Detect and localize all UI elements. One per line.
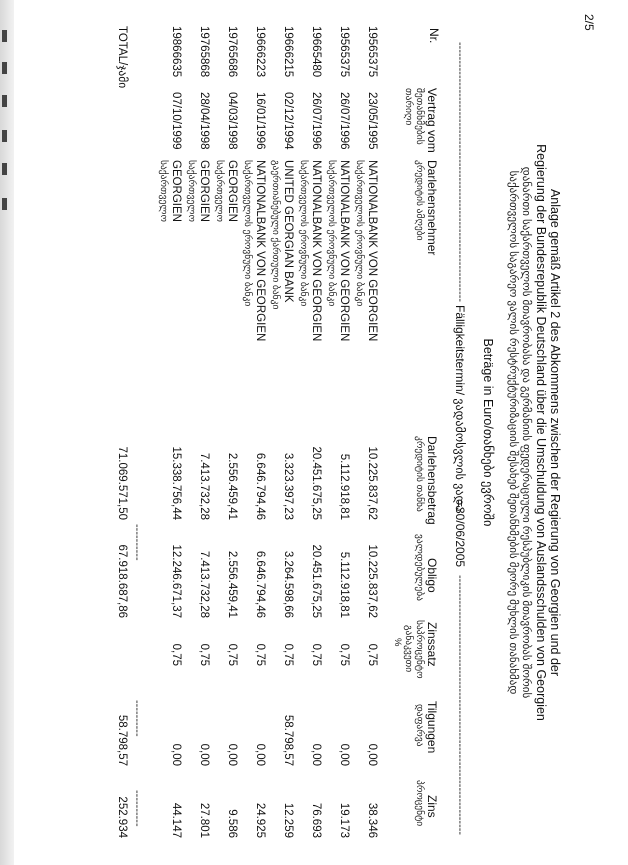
header-zinssatz-ka-3: %: [392, 638, 403, 647]
cell-betrag: 2.556.459,41: [226, 452, 238, 520]
cell-nr: 19565375: [338, 26, 350, 78]
cell-betrag: 5.112.918,81: [338, 453, 350, 520]
cell-obligo: 2.556.459,41: [226, 550, 238, 618]
page-number: 2/5: [582, 14, 596, 31]
header-zinssatz: Zinssatz: [425, 622, 439, 667]
header-betrag: Darlehensbetrag: [425, 436, 439, 525]
maturity-label: Fälligkeitstermin/ ვადამოსვლის ვადა: [453, 305, 467, 512]
dash-line-right: -----------------------------------------------------------------------: [454, 575, 466, 836]
cell-borrower-ka: საქართველო: [158, 160, 169, 222]
cell-nr: 19666215: [282, 26, 294, 78]
header-nehmer: Darlehensnehmer: [425, 160, 439, 256]
dash-line-left: -----------------------------------------------------------------------: [454, 42, 466, 303]
header-zinssatz-ka-2: განაკვეთი: [403, 625, 414, 673]
header-vertrag: Vertrag vom: [425, 88, 439, 153]
header-zinssatz-ka-1: საპროცენტო: [414, 620, 425, 679]
title-line-2: Regierung der Bundesrepublik Deutschland über die Umschuldung von Auslandsschulden von Georgien: [534, 144, 548, 721]
cell-nr: 19565375: [366, 26, 378, 78]
cell-zinssatz: 0,75: [198, 643, 210, 666]
total-rule-obligo: ----------: [131, 524, 143, 561]
cell-zinssatz: 0,75: [310, 643, 322, 666]
header-nr: Nr.: [427, 28, 441, 44]
title-line-ka-2: საქართველოს საგარეო ვალის რესტრუქტურიზაციის შესახებ შეთანხმების მეორე მუხლის თანახმად: [507, 170, 519, 695]
cell-nr: 19866635: [170, 26, 182, 78]
total-tilgungen: 58.798,57: [116, 714, 128, 766]
cell-zinssatz: 0,75: [170, 643, 182, 666]
cell-date: 23/05/1995: [366, 92, 378, 150]
cell-zins: 76.693: [310, 802, 322, 838]
cell-betrag: 20.451.675,25: [310, 446, 322, 520]
cell-date: 26/07/1996: [338, 92, 350, 150]
total-obligo: 67.918.687,86: [116, 544, 128, 618]
total-label: TOTAL/ჯამი: [116, 26, 128, 89]
cell-borrower: NATIONALBANK VON GEORGIEN: [310, 160, 322, 342]
header-vertrag-ka-1: შეთანხმების: [414, 88, 425, 145]
cell-zins: 19.173: [338, 802, 350, 838]
cell-tilgungen: 58.798,57: [282, 714, 294, 766]
cell-betrag: 10.225.837,62: [366, 446, 378, 520]
cell-tilgungen: 0,00: [254, 743, 266, 766]
total-betrag: 71.069.571,50: [116, 446, 128, 520]
header-obligo-ka: ვალდებულება: [414, 534, 425, 601]
cell-nr: 19665480: [310, 26, 322, 78]
cell-zins: 44.147: [170, 802, 182, 838]
cell-obligo: 3.264.598,66: [282, 550, 294, 618]
cell-tilgungen: 0,00: [366, 743, 378, 766]
subtitle: Beträge in Euro/თანხები ევროში: [481, 338, 495, 527]
cell-betrag: 15.338.756,44: [170, 446, 182, 520]
cell-obligo: 12.246.671,37: [170, 544, 182, 618]
cell-zinssatz: 0,75: [226, 643, 238, 666]
cell-date: 02/12/1994: [282, 92, 294, 150]
cell-betrag: 7.413.732,28: [198, 452, 210, 520]
cell-zins: 24.925: [254, 802, 266, 838]
cell-zinssatz: 0,75: [366, 643, 378, 666]
header-vertrag-ka-2: თარიღი: [403, 88, 414, 126]
cell-obligo: 10.225.837,62: [366, 544, 378, 618]
cell-borrower-ka: საქართველოს ეროვნული ბანკი: [326, 160, 337, 307]
cell-borrower: GEORGIEN: [170, 160, 182, 222]
cell-date: 16/01/1996: [254, 92, 266, 150]
cell-zins: 27.801: [198, 802, 210, 838]
cell-tilgungen: 0,00: [338, 743, 350, 766]
cell-borrower-ka: გაერთიანებული ქართული ბანკი: [270, 160, 281, 310]
header-tilgungen-ka: დაფარვა: [414, 704, 425, 747]
cell-tilgungen: 0,00: [198, 743, 210, 766]
cell-borrower-ka: საქართველოს ეროვნული ბანკი: [242, 160, 253, 307]
cell-obligo: 7.413.732,28: [198, 550, 210, 618]
cell-betrag: 3.323.397,23: [282, 452, 294, 520]
cell-tilgungen: 0,00: [170, 743, 182, 766]
total-zins: 252.934: [116, 796, 128, 838]
cell-borrower-ka: საქართველო: [214, 160, 225, 222]
cell-obligo: 6.646.794,46: [254, 550, 266, 618]
cell-borrower-ka: საქართველოს ეროვნული ბანკი: [354, 160, 365, 307]
cell-date: 07/10/1999: [170, 92, 182, 150]
header-nehmer-ka: კრედიტის ამღები: [414, 160, 425, 241]
cell-date: 28/04/1998: [198, 92, 210, 150]
cell-borrower: GEORGIEN: [198, 160, 210, 222]
cell-borrower-ka: საქართველოს ეროვნული ბანკი: [298, 160, 309, 307]
cell-borrower: GEORGIEN: [226, 160, 238, 222]
total-rule-tilgungen: ----------: [131, 700, 143, 737]
cell-obligo: 20.451.675,25: [310, 544, 322, 618]
cell-nr: 19765686: [226, 26, 238, 78]
cell-zinssatz: 0,75: [282, 643, 294, 666]
cell-borrower: NATIONALBANK VON GEORGIEN: [254, 160, 266, 342]
cell-zins: 38.346: [366, 802, 378, 838]
cell-borrower-ka: საქართველო: [186, 160, 197, 222]
cell-date: 26/07/1996: [310, 92, 322, 150]
header-betrag-ka: კრედიტის თანხა: [414, 436, 425, 512]
cell-obligo: 5.112.918,81: [338, 551, 350, 618]
cell-zins: 9.586: [226, 809, 238, 838]
cell-betrag: 6.646.794,46: [254, 452, 266, 520]
title-line-1: Anlage gemäß Artikel 2 des Abkommens zwischen der Regierung von Georgien und der: [548, 188, 562, 677]
maturity-date: =30/06/2005: [453, 500, 467, 568]
header-tilgungen: Tilgungen: [425, 701, 439, 754]
cell-tilgungen: 0,00: [310, 743, 322, 766]
cell-zinssatz: 0,75: [338, 643, 350, 666]
title-line-ka-1: დანართი საქართველოს მთავრობასა და გერმანიის ფედერაციული რესპუბლიკის მთავრობას შორის: [520, 166, 532, 699]
cell-date: 04/03/1998: [226, 92, 238, 150]
cell-tilgungen: 0,00: [226, 743, 238, 766]
header-zins-ka: პროცენტი: [414, 780, 425, 827]
cell-nr: 19666223: [254, 26, 266, 78]
cell-borrower: NATIONALBANK VON GEORGIEN: [338, 160, 350, 342]
total-rule-zins: ----------: [131, 790, 143, 827]
header-zins: Zins: [425, 795, 439, 818]
cell-zins: 12.259: [282, 802, 294, 838]
cell-borrower: NATIONALBANK VON GEORGIEN: [366, 160, 378, 342]
cell-borrower: UNITED GEORGIAN BANK: [282, 160, 294, 303]
header-obligo: Obligo: [425, 558, 439, 593]
cell-nr: 19765868: [198, 26, 210, 78]
cell-zinssatz: 0,75: [254, 643, 266, 666]
